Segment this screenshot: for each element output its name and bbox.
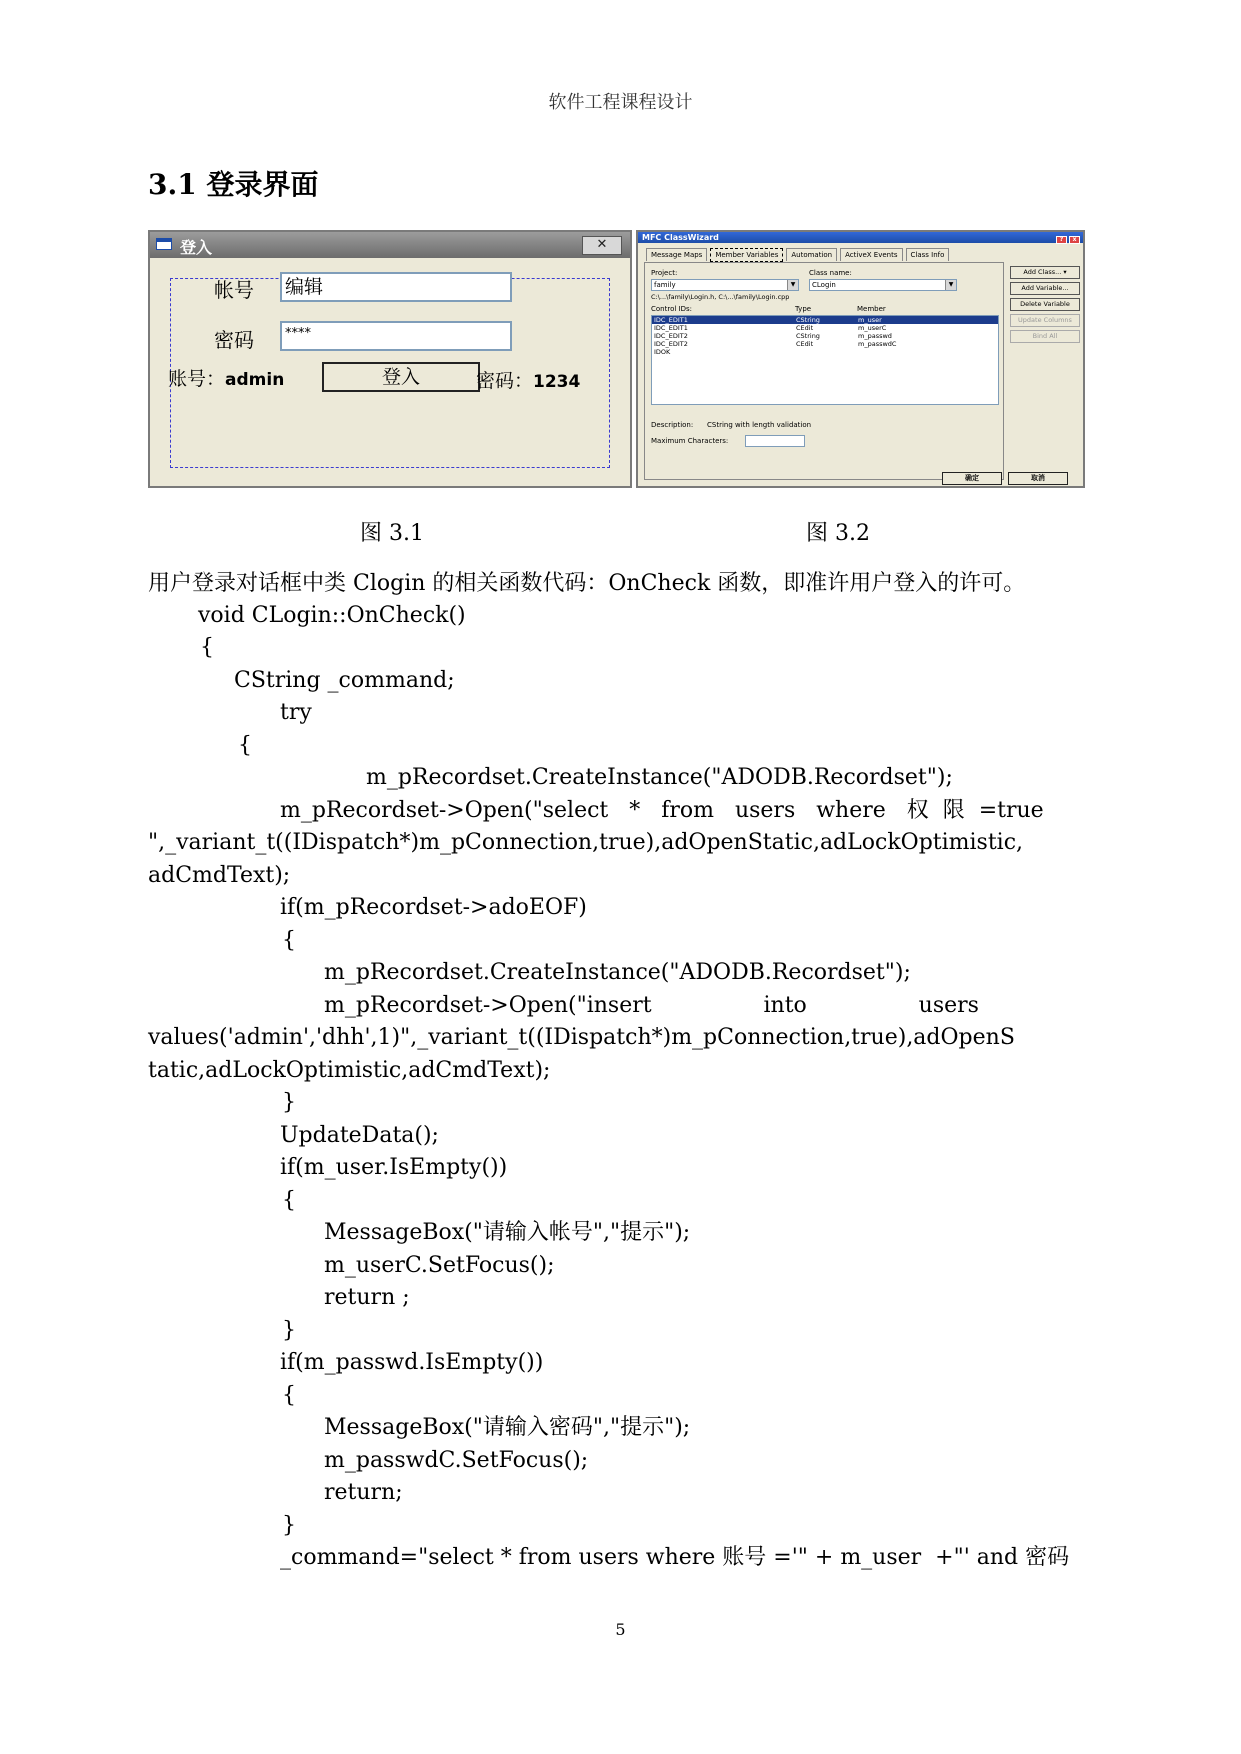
code-line: return;	[324, 1480, 403, 1505]
member-header: Member	[857, 305, 886, 313]
class-wizard-panel	[644, 262, 1004, 480]
row-member: m_userC	[858, 324, 887, 332]
project-select[interactable]	[651, 279, 799, 291]
code-line: if(m_user.IsEmpty())	[280, 1155, 508, 1180]
cancel-button[interactable]: 取消	[1008, 472, 1068, 485]
tab-activex-events[interactable]: ActiveX Events	[840, 248, 902, 261]
row-type: CEdit	[796, 324, 814, 332]
code-line: }	[282, 1318, 296, 1343]
description-label: Description:	[651, 421, 694, 429]
code-line: values('admin','dhh',1)",_variant_t((IDispatch*)m_pConnection,true),adOpenS	[148, 1025, 1015, 1050]
section-title: 3.1 登录界面	[148, 168, 319, 201]
code-line: m_pRecordset.CreateInstance("ADODB.Recordset");	[324, 960, 911, 985]
project-value: family	[654, 281, 676, 289]
figure-caption-1: 图 3.1	[360, 521, 424, 546]
password-label: 密码	[214, 328, 254, 352]
code-line: {	[282, 1383, 296, 1408]
code-line: void CLogin::OnCheck()	[198, 603, 466, 628]
row-id: IDC_EDIT2	[654, 340, 688, 348]
list-item[interactable]	[652, 316, 998, 324]
max-chars-label: Maximum Characters:	[651, 437, 729, 445]
help-icon[interactable]: ?	[1056, 236, 1067, 244]
code-line: adCmdText);	[148, 863, 291, 888]
class-wizard-tabs	[646, 248, 952, 262]
max-chars-input[interactable]	[745, 435, 805, 447]
password-hint	[476, 366, 580, 393]
control-ids-header: Control IDs:	[651, 305, 692, 313]
add-class-button[interactable]: Add Class... ▾	[1010, 266, 1080, 279]
row-member: m_user	[858, 316, 882, 324]
close-icon[interactable]: ✕	[582, 236, 622, 255]
code-line: {	[238, 733, 252, 758]
list-item[interactable]	[652, 340, 998, 348]
row-id: IDC_EDIT1	[654, 324, 688, 332]
row-type: CEdit	[796, 340, 814, 348]
login-title-bar	[150, 232, 630, 258]
page-number: 5	[615, 1620, 626, 1639]
code-line: {	[200, 635, 214, 660]
row-id: IDOK	[654, 348, 671, 356]
class-name-value: CLogin	[812, 281, 836, 289]
tab-member-variables[interactable]: Member Variables	[710, 248, 783, 262]
ok-button[interactable]: 确定	[942, 472, 1002, 485]
intro-paragraph: 用户登录对话框中类 Clogin 的相关函数代码：OnCheck 函数，即准许用户登入的许可。	[148, 571, 1026, 596]
login-dialog-figure	[148, 230, 632, 488]
tab-message-maps[interactable]: Message Maps	[646, 248, 707, 261]
code-line: MessageBox("请输入密码","提示");	[324, 1415, 691, 1440]
class-name-select[interactable]	[809, 279, 957, 291]
account-input[interactable]: 编辑	[280, 272, 512, 302]
account-label: 帐号	[214, 278, 254, 302]
chevron-down-icon: ▼	[787, 280, 798, 290]
class-wizard-title-bar	[638, 232, 1083, 243]
project-label: Project:	[651, 269, 678, 277]
password-input[interactable]: ****	[280, 321, 512, 351]
code-line: UpdateData();	[280, 1123, 439, 1148]
list-item[interactable]	[652, 324, 998, 332]
row-id: IDC_EDIT2	[654, 332, 688, 340]
password-hint-key: 密码：	[476, 370, 534, 392]
code-line: return ;	[324, 1285, 410, 1310]
code-line: {	[282, 1188, 296, 1213]
bind-all-button[interactable]: Bind All	[1010, 330, 1080, 343]
code-line: try	[280, 700, 312, 725]
window-icon	[156, 238, 172, 250]
code-line: if(m_pRecordset->adoEOF)	[280, 895, 587, 920]
account-hint	[168, 364, 284, 391]
description-value: CString with length validation	[707, 421, 812, 429]
row-member: m_passwdC	[858, 340, 897, 348]
add-variable-button[interactable]: Add Variable...	[1010, 282, 1080, 295]
code-line: m_pRecordset->Open("insert into users	[324, 993, 979, 1018]
code-line: }	[282, 1090, 296, 1115]
page-header: 软件工程课程设计	[548, 92, 693, 113]
code-line: m_pRecordset.CreateInstance("ADODB.Recordset");	[366, 765, 953, 790]
tab-class-info[interactable]: Class Info	[906, 248, 950, 261]
code-line: m_passwdC.SetFocus();	[324, 1448, 589, 1473]
code-line: ",_variant_t((IDispatch*)m_pConnection,true),adOpenStatic,adLockOptimistic,	[148, 830, 1024, 855]
login-button[interactable]: 登入	[322, 362, 480, 392]
login-title: 登入	[180, 238, 213, 257]
type-header: Type	[795, 305, 812, 313]
file-path: C:\...\family\Login.h, C:\...\family\Login.cpp	[651, 293, 790, 301]
code-line: tatic,adLockOptimistic,adCmdText);	[148, 1058, 551, 1083]
code-line: m_pRecordset->Open("select * from users where 权 限 =true	[280, 798, 1044, 823]
password-hint-value: 1234	[533, 372, 581, 392]
update-columns-button[interactable]: Update Columns	[1010, 314, 1080, 327]
account-hint-key: 账号：	[168, 368, 226, 390]
list-item[interactable]	[652, 332, 998, 340]
class-wizard-figure	[636, 230, 1085, 488]
code-line: if(m_passwd.IsEmpty())	[280, 1350, 544, 1375]
code-line: MessageBox("请输入帐号","提示");	[324, 1220, 691, 1245]
list-item[interactable]	[652, 348, 998, 356]
account-hint-value: admin	[225, 370, 285, 390]
code-line: m_userC.SetFocus();	[324, 1253, 555, 1278]
close-icon[interactable]: x	[1069, 236, 1080, 244]
code-line: {	[282, 928, 296, 953]
row-type: CString	[796, 316, 820, 324]
code-line: }	[282, 1513, 296, 1538]
figure-caption-2: 图 3.2	[806, 521, 870, 546]
row-type: CString	[796, 332, 820, 340]
class-wizard-title: MFC ClassWizard	[642, 233, 719, 242]
chevron-down-icon: ▼	[945, 280, 956, 290]
delete-variable-button[interactable]: Delete Variable	[1010, 298, 1080, 311]
variables-list[interactable]	[651, 315, 999, 405]
code-line: CString _command;	[234, 668, 455, 693]
code-line: _command="select * from users where 账号 ='" + m_user +"' and 密码	[280, 1545, 1070, 1570]
row-member: m_passwd	[858, 332, 892, 340]
row-id: IDC_EDIT1	[654, 316, 688, 324]
class-name-label: Class name:	[809, 269, 852, 277]
tab-automation[interactable]: Automation	[786, 248, 837, 261]
